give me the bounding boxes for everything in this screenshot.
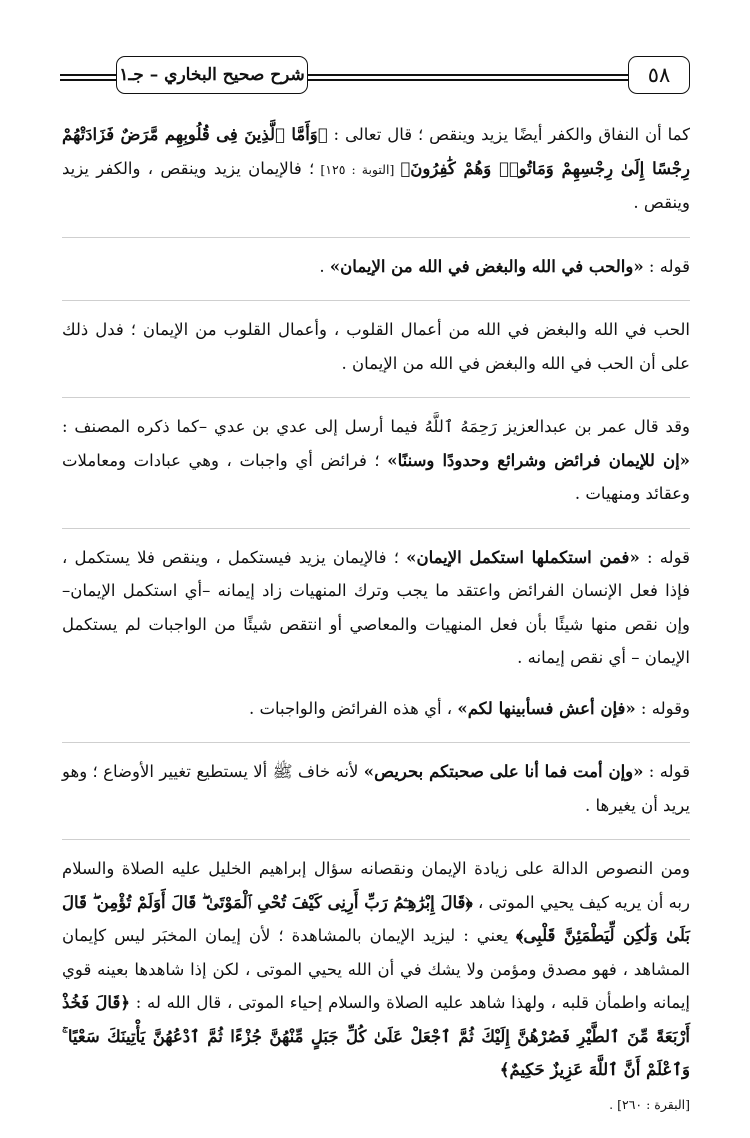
verse-reference: [البقرة : ٢٦٠] .: [609, 1096, 690, 1112]
hadith-quote: «والحب في الله والبغض في الله من الإيمان»: [329, 256, 644, 276]
hadith-quote: «وإن أمت فما أنا على صحبتكم بحريص»: [363, 762, 644, 781]
running-title: شرح صحيح البخاري – جـ١: [116, 56, 308, 94]
running-header: [60, 54, 690, 98]
paragraph-text: يعني : ليزيد الإيمان بالمشاهدة ؛ لأن إيمان المخبَر ليس كإيمان المشاهد ، فهو مصدق ومؤمن ولا يشك في أن الله يحيي الموتى ، لكن إذا شاهدها بعينه قوي إيمانه واطمأن قلبه ، ولهذا شاهد عليه الصلاة والسلام إحياء الموتى ، قال الله له :: [62, 926, 690, 1012]
paragraph-text: ؛ فرائض أي واجبات ، وهي عبادات ومعاملات وعقائد ومنهيات .: [62, 450, 690, 503]
paragraph-text: .: [319, 256, 330, 276]
paragraph-divider: [62, 839, 690, 840]
paragraph: [62, 250, 690, 284]
paragraph-text: لأنه خاف ﷺ ألا يستطيع تغيير الأوضاع ؛ وهو يريد أن يغيرها .: [62, 762, 690, 815]
paragraph-text: ؛ فالإيمان يزيد فيستكمل ، وينقص فلا يستكمل ، فإذا فعل الإنسان الفرائض واعتقد ما يجب وترك المنهيات زاد إيمانه –أي استكمل الإيمان– وإن نقص منها شيئًا بأن فعل المنهيات والمعاصي أو انتقص شيئًا من الواجبات لم يستكمل الإيمان – أي نقص إيمانه .: [62, 547, 690, 667]
paragraph-text: وقد قال عمر بن عبدالعزيز رَحِمَهُ ٱللَّهُ فيما أرسل إلى عدي بن عدي –كما ذكره المصنف :: [62, 417, 690, 436]
paragraph: [62, 118, 690, 220]
quran-verse: ﴿قَالَ فَخُذْ أَرْبَعَةً مِّنَ ٱلطَّيْرِ فَصُرْهُنَّ إِلَيْكَ ثُمَّ ٱجْعَلْ عَلَىٰ كُلِّ جَبَلٍ مِّنْهُنَّ جُزْءًا ثُمَّ ٱدْعُهُنَّ يَأْتِينَكَ سَعْيًا ۚ وَٱعْلَمْ أَنَّ ٱللَّهَ عَزِيزٌ حَكِيمٌ﴾: [62, 993, 690, 1079]
paragraph-text: كما أن النفاق والكفر أيضًا يزيد وينقص ؛ قال تعالى :: [327, 125, 690, 144]
page-body: [62, 118, 690, 1138]
paragraph-text: قوله :: [643, 256, 690, 276]
paragraph: [62, 313, 690, 380]
hadith-quote: «إن للإيمان فرائض وشرائع وحدودًا وسننًا»: [387, 450, 690, 470]
paragraph-text: قوله :: [639, 547, 690, 567]
paragraph: [62, 541, 690, 675]
paragraph-divider: [62, 742, 690, 743]
paragraph-text: قوله :: [643, 762, 690, 781]
paragraph-text: ، أي هذه الفرائض والواجبات .: [248, 698, 458, 718]
paragraph: [62, 852, 690, 1121]
hadith-quote: «فمن استكملها استكمل الإيمان»: [406, 547, 640, 567]
paragraph-divider: [62, 528, 690, 529]
quran-verse: ﴿وَأَمَّا ٱلَّذِينَ فِى قُلُوبِهِم مَّرَضٌ فَزَادَتْهُمْ رِجْسًا إِلَىٰ رِجْسِهِمْ وَمَاتُوا۟ وَهُمْ كَٰفِرُونَ﴾: [62, 125, 690, 178]
paragraph-text: ومن النصوص الدالة على زيادة الإيمان ونقصانه سؤال إبراهيم الخليل عليه الصلاة والسلام ربه أن يريه كيف يحيي الموتى ،: [62, 859, 690, 912]
paragraph-divider: [62, 300, 690, 301]
paragraph: [62, 755, 690, 822]
hadith-quote: «فإن أعش فسأبينها لكم»: [457, 698, 636, 718]
paragraph: [62, 410, 690, 511]
quran-verse: ﴿قَالَ إِبْرَٰهِـۧمُ رَبِّ أَرِنِى كَيْفَ تُحْىِ ٱلْمَوْتَىٰ ۖ قَالَ أَوَلَمْ تُؤْمِن ۖ قَالَ بَلَىٰ وَلَٰكِن لِّيَطْمَئِنَّ قَلْبِى﴾: [62, 892, 690, 945]
paragraph-text: الحب في الله والبغض في الله من أعمال القلوب ، وأعمال القلوب من الإيمان ؛ فدل ذلك على أن الحب في الله والبغض في الله من الإيمان .: [62, 320, 690, 373]
paragraph-text: ؛ فالإيمان يزيد وينقص ، والكفر يزيد وينقص .: [62, 158, 690, 212]
paragraph-divider: [62, 397, 690, 398]
paragraph-divider: [62, 237, 690, 238]
verse-reference: [التوبة : ١٢٥]: [314, 161, 401, 177]
page-number: ٥٨: [628, 56, 690, 94]
paragraph: [62, 692, 690, 726]
paragraph-text: وقوله :: [635, 698, 690, 718]
